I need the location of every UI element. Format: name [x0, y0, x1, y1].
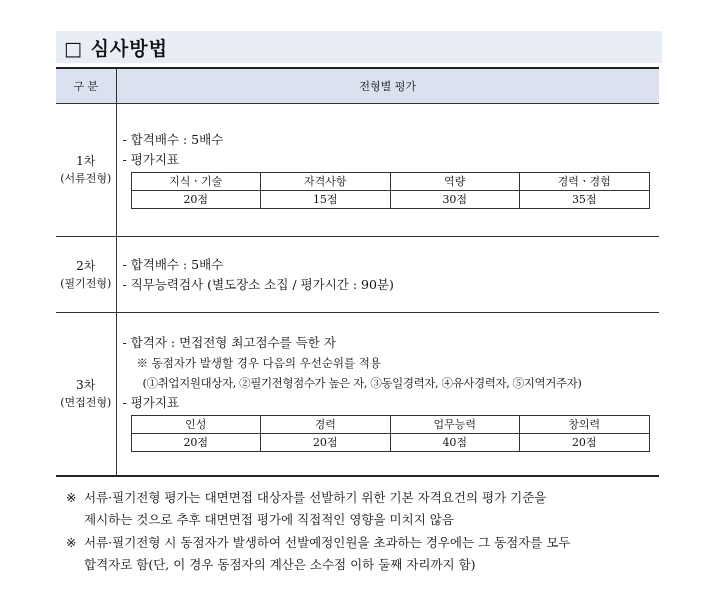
content-line: - 합격배수 : 5배수: [122, 131, 224, 147]
note-mark: ※: [66, 535, 77, 550]
stage-sublabel: (면접전형): [60, 395, 112, 409]
indicator-header: 자격사항: [261, 172, 391, 190]
indicator-value: 20점: [131, 190, 261, 208]
indicator-header: 역량: [390, 172, 520, 190]
indicator-value: 20점: [520, 434, 650, 452]
stage-label: 2차: [76, 258, 96, 273]
stage-content: [116, 237, 659, 313]
indicator-value: 35점: [520, 190, 650, 208]
table-row-stage1: [56, 104, 659, 237]
section-title: □ 심사방법: [64, 38, 168, 60]
stage-cell: [56, 313, 116, 476]
note-mark: ※: [66, 490, 77, 505]
stage-sublabel: (필기전형): [60, 276, 112, 290]
stage-content: [116, 313, 659, 476]
content-line: - 평가지표: [122, 151, 179, 167]
indicator-header: 경력ㆍ경험: [520, 172, 650, 190]
indicator-header: 창의력: [520, 416, 650, 434]
stage-sublabel: (서류전형): [60, 172, 112, 185]
indicator-value: 15점: [261, 190, 391, 208]
indicator-header: 경력: [261, 416, 391, 434]
stage-cell: [56, 104, 116, 237]
indicator-value: 20점: [261, 434, 391, 452]
indicator-value: 40점: [390, 434, 520, 452]
stage-label: 3차: [76, 377, 96, 392]
stage-label: 1차: [76, 154, 96, 168]
content-line: - 합격배수 : 5배수: [122, 256, 224, 272]
tie-note: ※ 동점자가 발생할 경우 다음의 우선순위를 적용: [136, 356, 382, 371]
footnote: [66, 532, 666, 576]
header-category: 구 분: [56, 68, 116, 104]
indicator-value: 30점: [390, 190, 520, 208]
indicator-header: 업무능력: [390, 416, 520, 434]
table-header-row: [56, 68, 659, 104]
indicator-header: 지식ㆍ기술: [131, 172, 261, 190]
content-line: - 직무능력검사 (별도장소 소집 / 평가시간 : 90분): [122, 276, 394, 292]
stage-cell: [56, 237, 116, 313]
footnote-line: 제시하는 것으로 추후 대면면접 평가에 직접적인 영향을 미치지 않음: [84, 512, 454, 527]
stage-content: [116, 104, 659, 237]
footnote-line: 서류·필기전형 시 동점자가 발생하여 선발예정인원을 초과하는 경우에는 그 동점자를 모두: [84, 535, 571, 550]
content-line: - 합격자 : 면접전형 최고점수를 득한 자: [122, 335, 336, 351]
table-row-stage2: [56, 237, 659, 313]
tie-priority: (①취업지원대상자, ②필기전형점수가 높은 자, ③동일경력자, ④유사경력자, ⑤지역거주자): [142, 376, 582, 391]
evaluation-table: [56, 67, 659, 477]
indicator-header: 인성: [131, 416, 261, 434]
footnote: [66, 487, 666, 531]
footnote-line: 합격자로 함(단, 이 경우 동점자의 계산은 소수점 이하 둘째 자리까지 함): [84, 557, 476, 572]
indicator-table: [131, 172, 650, 209]
section-title-bar: [56, 31, 662, 63]
footnote-line: 서류·필기전형 평가는 대면면접 대상자를 선발하기 위한 기본 자격요건의 평가 기준을: [84, 490, 547, 505]
header-evaluation: 전형별 평가: [116, 68, 659, 104]
table-row-stage3: [56, 313, 659, 476]
indicator-value: 20점: [131, 434, 261, 452]
content-line: - 평가지표: [122, 395, 179, 411]
indicator-table: [131, 415, 650, 452]
